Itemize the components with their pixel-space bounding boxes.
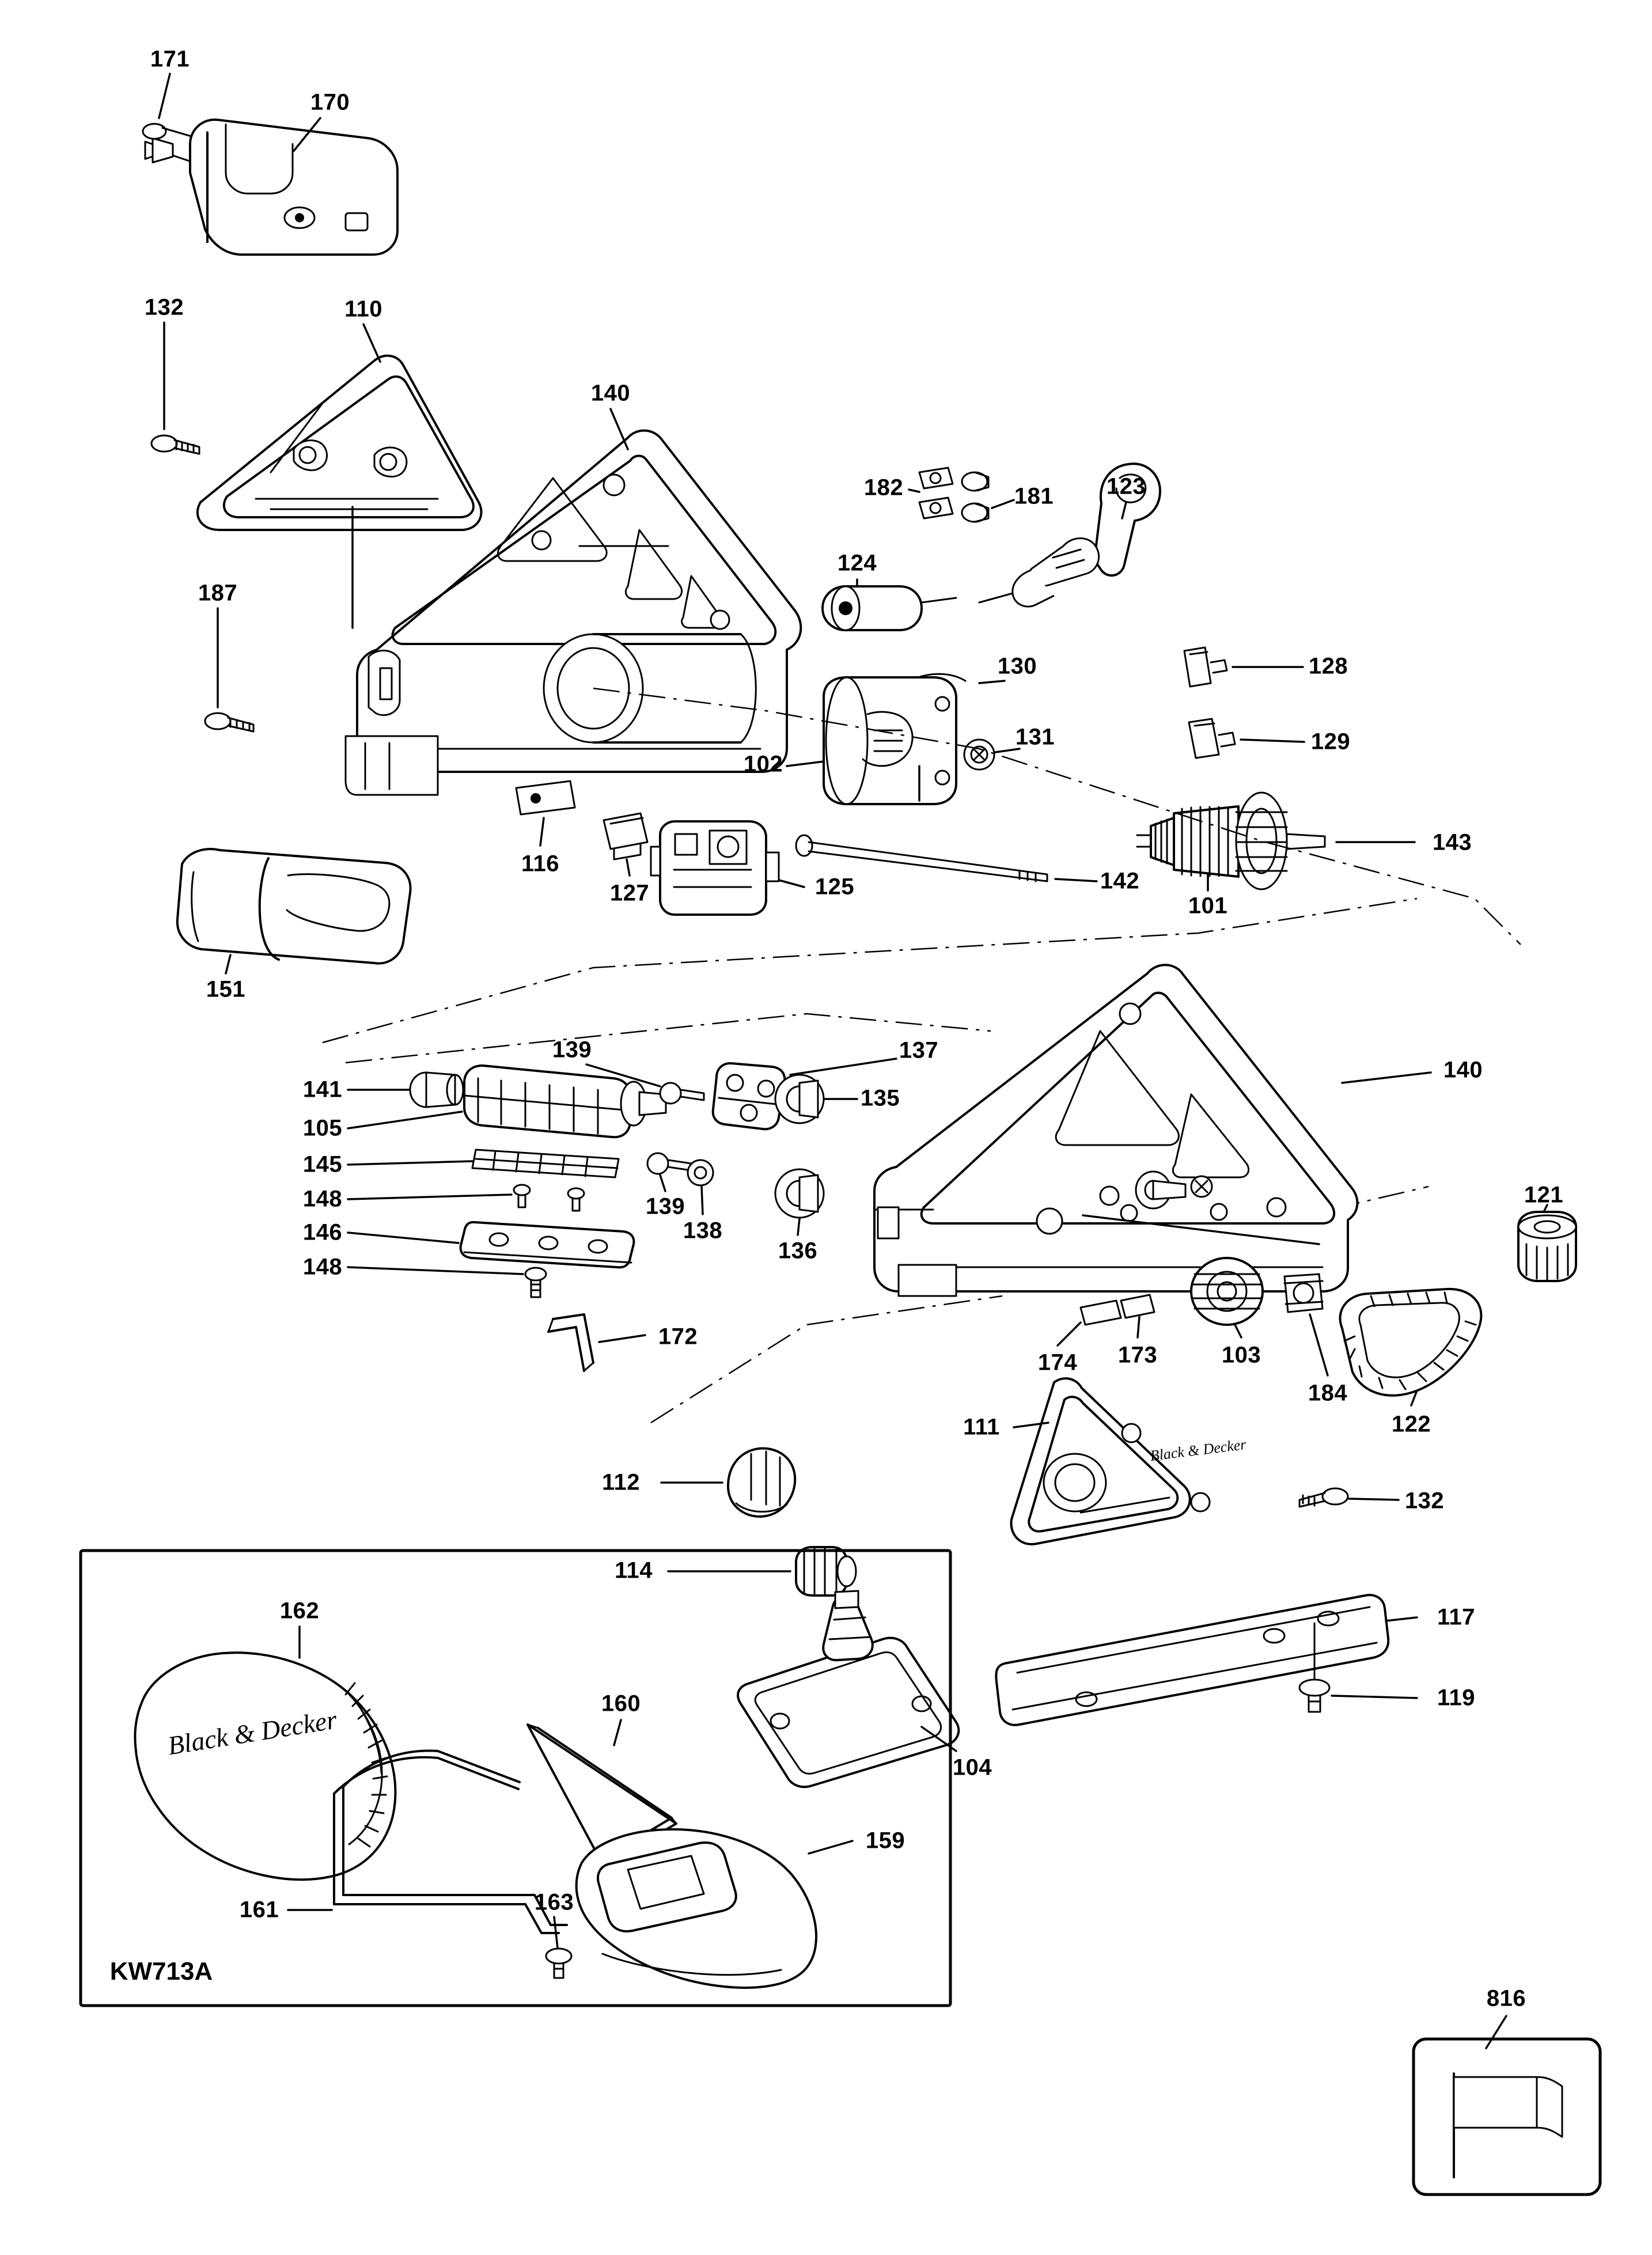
leader-184 bbox=[1310, 1314, 1328, 1375]
callout-181: 181 bbox=[1014, 483, 1054, 509]
callout-142: 142 bbox=[1100, 868, 1140, 894]
part-132-screw-upper bbox=[151, 435, 199, 454]
leader-159 bbox=[809, 1841, 852, 1854]
callout-128: 128 bbox=[1308, 653, 1348, 679]
leader-160 bbox=[614, 1720, 621, 1745]
callout-159: 159 bbox=[865, 1828, 905, 1854]
part-128-brush-holder bbox=[1184, 647, 1227, 687]
part-124-cord-restraint bbox=[823, 586, 956, 630]
callout-132b: 132 bbox=[1404, 1488, 1445, 1514]
part-139-screw-a bbox=[660, 1083, 704, 1104]
callout-162: 162 bbox=[279, 1598, 320, 1624]
callout-163: 163 bbox=[534, 1889, 574, 1915]
callout-187: 187 bbox=[198, 580, 238, 606]
callout-101: 101 bbox=[1188, 893, 1228, 919]
leader-182 bbox=[909, 490, 919, 492]
callout-146: 146 bbox=[302, 1219, 343, 1245]
callout-110: 110 bbox=[344, 296, 383, 322]
part-816-flag bbox=[1454, 2074, 1562, 2177]
leader-173 bbox=[1138, 1317, 1139, 1337]
callout-141: 141 bbox=[302, 1077, 343, 1102]
part-182-brush bbox=[919, 468, 953, 518]
callout-151: 151 bbox=[206, 976, 246, 1002]
part-122-drive-belt bbox=[1340, 1289, 1482, 1396]
callout-184: 184 bbox=[1308, 1380, 1348, 1406]
callout-170: 170 bbox=[310, 89, 350, 115]
leader-142 bbox=[1055, 879, 1097, 881]
callout-114: 114 bbox=[614, 1557, 653, 1583]
leader-137 bbox=[790, 1059, 896, 1075]
axis-line-upper bbox=[323, 899, 1417, 1043]
part-145-blade bbox=[472, 1150, 619, 1177]
leader-127 bbox=[627, 859, 630, 876]
callout-131: 131 bbox=[1015, 724, 1055, 750]
brand-mark-dust-bag: Black & Decker bbox=[165, 1704, 339, 1761]
callout-182: 182 bbox=[863, 475, 904, 501]
part-116-nameplate bbox=[516, 781, 575, 814]
part-137-bracket bbox=[713, 1063, 785, 1129]
leader-139b bbox=[660, 1175, 665, 1191]
callout-116: 116 bbox=[521, 851, 560, 877]
part-112-depth-knob bbox=[728, 1449, 795, 1517]
kw713a-model-label: KW713A bbox=[109, 1957, 213, 1985]
callout-161: 161 bbox=[239, 1897, 279, 1923]
part-146-blade-clamp bbox=[461, 1222, 634, 1268]
axis-line-lower bbox=[651, 1296, 1002, 1423]
callout-124: 124 bbox=[837, 550, 877, 576]
part-104-front-shoe bbox=[738, 1591, 958, 1787]
callout-104: 104 bbox=[952, 1754, 992, 1780]
part-174-key bbox=[1081, 1301, 1121, 1325]
part-172-hex-key bbox=[548, 1314, 593, 1371]
leader-816 bbox=[1486, 2016, 1506, 2048]
part-131-screw bbox=[964, 740, 994, 770]
part-148-screw-upper bbox=[514, 1185, 584, 1211]
part-141-end-cap bbox=[410, 1072, 463, 1107]
leader-129 bbox=[1241, 740, 1304, 742]
leader-148b bbox=[348, 1267, 523, 1274]
callout-171: 171 bbox=[150, 46, 190, 72]
part-181-brush-cap bbox=[962, 472, 988, 522]
callout-139a: 139 bbox=[552, 1037, 592, 1063]
part-138-washer bbox=[688, 1160, 713, 1185]
callout-121: 121 bbox=[1524, 1182, 1564, 1208]
callout-130: 130 bbox=[997, 653, 1037, 679]
part-121-bush bbox=[1518, 1212, 1576, 1281]
part-163-screw bbox=[546, 1949, 571, 1978]
callout-172: 172 bbox=[658, 1324, 698, 1350]
callout-148a: 148 bbox=[302, 1186, 343, 1212]
leader-151 bbox=[226, 955, 230, 973]
leader-105 bbox=[348, 1112, 462, 1128]
leader-136 bbox=[798, 1219, 800, 1235]
callout-122: 122 bbox=[1391, 1411, 1431, 1437]
part-140-housing-lower bbox=[874, 965, 1357, 1296]
leader-181 bbox=[992, 500, 1014, 508]
leader-132b bbox=[1349, 1499, 1399, 1500]
leader-148a bbox=[348, 1195, 511, 1199]
leader-110 bbox=[363, 324, 380, 362]
leader-171 bbox=[159, 74, 170, 118]
callout-105: 105 bbox=[302, 1115, 343, 1141]
callout-160: 160 bbox=[601, 1691, 641, 1716]
leader-116 bbox=[540, 818, 544, 846]
part-125-switch bbox=[651, 821, 779, 915]
axis-line-blade bbox=[346, 1014, 991, 1063]
part-105-cutter-drum bbox=[464, 1066, 666, 1137]
callout-148b: 148 bbox=[302, 1254, 343, 1280]
leader-117 bbox=[1386, 1617, 1417, 1621]
part-111-side-cover bbox=[1011, 1378, 1210, 1544]
callout-123: 123 bbox=[1106, 473, 1146, 499]
leader-119 bbox=[1332, 1696, 1417, 1698]
part-187-screw bbox=[205, 713, 253, 732]
part-127-clip bbox=[604, 813, 647, 859]
part-162-dust-bag bbox=[135, 1653, 395, 1879]
brand-mark-side-cover: Black & Decker bbox=[1149, 1435, 1247, 1465]
part-148-screw-lower bbox=[525, 1268, 546, 1297]
part-110-side-cover bbox=[198, 356, 482, 530]
callout-136: 136 bbox=[778, 1238, 818, 1264]
callout-137: 137 bbox=[899, 1037, 939, 1063]
callout-102: 102 bbox=[743, 751, 783, 777]
part-159-bag-cover bbox=[577, 1829, 816, 1988]
callout-135: 135 bbox=[860, 1085, 900, 1111]
callout-127: 127 bbox=[609, 880, 650, 906]
callout-112: 112 bbox=[601, 1469, 641, 1495]
part-151-dust-chute bbox=[177, 849, 411, 964]
part-135-bearing bbox=[775, 1075, 824, 1123]
part-170-switch-cover bbox=[145, 120, 397, 255]
part-129-brush bbox=[1189, 719, 1235, 758]
part-136-bearing bbox=[775, 1169, 824, 1218]
part-132-screw-lower bbox=[1299, 1488, 1348, 1507]
leader-102 bbox=[787, 761, 824, 766]
leader-140a bbox=[611, 409, 628, 449]
callout-139b: 139 bbox=[645, 1193, 685, 1219]
callout-140b: 140 bbox=[1443, 1057, 1483, 1083]
part-103-pulley bbox=[1191, 1258, 1263, 1325]
callout-140a: 140 bbox=[590, 380, 631, 406]
part-101-armature bbox=[1137, 793, 1325, 889]
callout-132a: 132 bbox=[144, 294, 184, 320]
callout-145: 145 bbox=[302, 1151, 343, 1177]
callout-103: 103 bbox=[1221, 1342, 1261, 1368]
leader-103 bbox=[1235, 1325, 1241, 1337]
callout-119: 119 bbox=[1437, 1685, 1476, 1711]
callout-143: 143 bbox=[1432, 829, 1472, 855]
leader-145 bbox=[348, 1161, 472, 1165]
part-117-rear-plate bbox=[996, 1595, 1388, 1725]
callout-816: 816 bbox=[1486, 1985, 1526, 2011]
callout-125: 125 bbox=[814, 874, 855, 900]
callout-174: 174 bbox=[1037, 1350, 1078, 1375]
leader-174 bbox=[1058, 1322, 1081, 1346]
leader-125 bbox=[779, 880, 804, 887]
part-139-screw-b bbox=[647, 1153, 691, 1174]
leader-130 bbox=[979, 681, 1005, 683]
leader-172 bbox=[599, 1335, 645, 1342]
leader-140b bbox=[1342, 1072, 1431, 1083]
part-173-key bbox=[1121, 1295, 1154, 1318]
leader-146 bbox=[348, 1233, 459, 1243]
leader-138 bbox=[702, 1187, 703, 1214]
callout-138: 138 bbox=[683, 1218, 723, 1244]
callout-111: 111 bbox=[963, 1414, 1000, 1440]
callout-129: 129 bbox=[1310, 729, 1351, 755]
callout-173: 173 bbox=[1117, 1342, 1158, 1368]
part-114-knob-post bbox=[796, 1547, 856, 1595]
part-171-screw bbox=[143, 124, 190, 139]
callout-117: 117 bbox=[1437, 1604, 1476, 1630]
part-184-retainer bbox=[1285, 1274, 1323, 1312]
